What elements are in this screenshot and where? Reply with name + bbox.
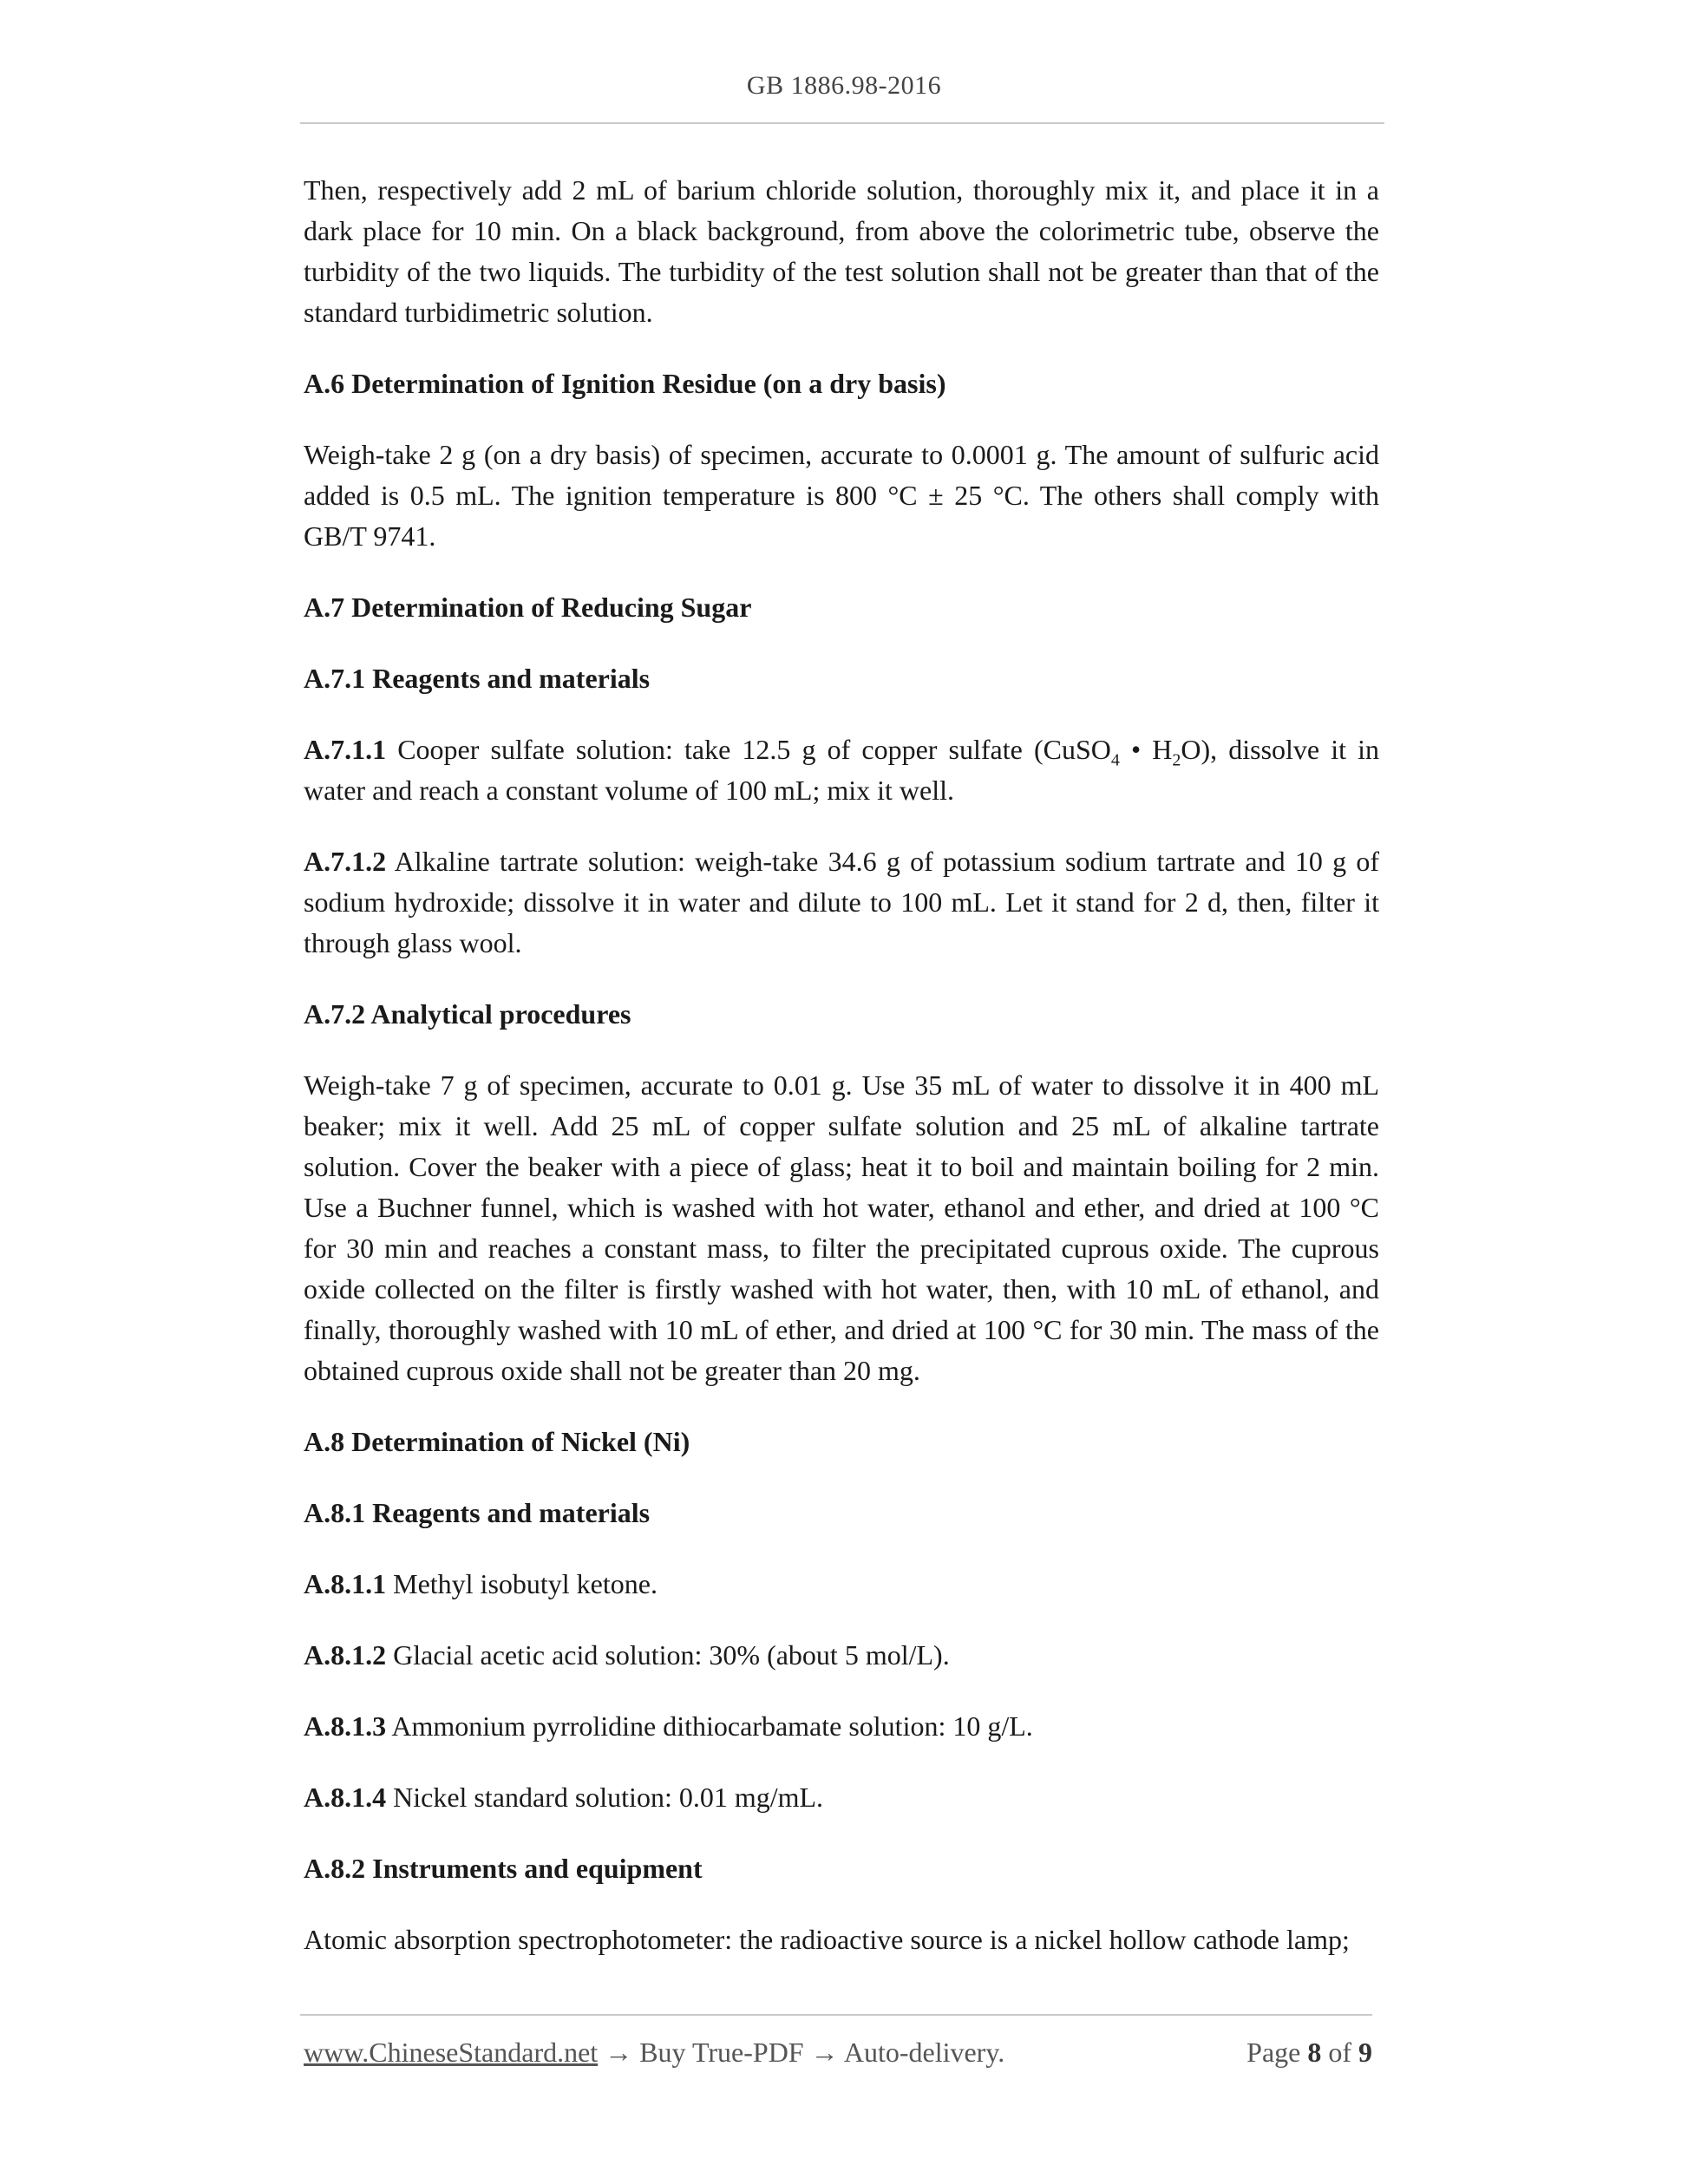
page-current: 8 [1307, 2037, 1322, 2068]
section-heading-a81: A.8.1 Reagents and materials [304, 1497, 651, 1528]
footer-promo-text: → Buy True-PDF → Auto-delivery. [598, 2037, 1005, 2068]
page-header-standard-code: GB 1886.98-2016 [746, 71, 942, 100]
clause-a814 [304, 1777, 1379, 1818]
subscript: 4 [1110, 750, 1120, 770]
clause-text: • H [1119, 734, 1173, 765]
footer-divider [300, 2014, 1372, 2016]
section-heading-a7: A.7 Determination of Reducing Sugar [304, 592, 752, 623]
page-of: of [1321, 2037, 1358, 2068]
clause-number: A.8.1.4 [304, 1782, 387, 1813]
clause-a711 [304, 729, 1379, 811]
clause-text: Glacial acetic acid solution: 30% (about 5 mol/L). [386, 1639, 950, 1671]
clause-text: Cooper sulfate solution: take 12.5 g of copper sulfate (CuSO [386, 734, 1111, 765]
page-total: 9 [1358, 2037, 1372, 2068]
clause-a712 [304, 841, 1379, 964]
clause-number: A.7.1.1 [304, 734, 387, 765]
clause-text: Alkaline tartrate solution: weigh-take 34.6 g of potassium sodium tartrate and 10 g of sodium hydroxide; dissolve it in water and dilute to 100 mL. Let it stand for 2 d, then, filter it through glass wool. [304, 846, 1379, 958]
section-heading-a71: A.7.1 Reagents and materials [304, 663, 651, 694]
paragraph-a72: Weigh-take 7 g of specimen, accurate to 0.01 g. Use 35 mL of water to dissolve it in 400 mL beaker; mix it well. Add 25 mL of copper sulfate solution and 25 mL of alkaline tartrate solution. Cover the beaker with a piece of glass; heat it to boil and maintain boiling for 2 min. Use a Buchner funnel, which is washed with hot water, ethanol and ether, and dried at 100 °C for 30 min and reaches a constant mass, to filter the precipitated cuprous oxide. The cuprous oxide collected on the filter is firstly washed with hot water, then, with 10 mL of ethanol, and finally, thoroughly washed with 10 mL of ether, and dried at 100 °C for 30 min. The mass of the obtained cuprous oxide shall not be greater than 20 mg. [304, 1069, 1379, 1386]
clause-a813 [304, 1706, 1379, 1747]
page-number [1246, 2037, 1372, 2069]
section-heading-a72: A.7.2 Analytical procedures [304, 998, 631, 1030]
clause-text: Ammonium pyrrolidine dithiocarbamate solution: 10 g/L. [386, 1710, 1033, 1742]
clause-number: A.8.1.2 [304, 1639, 387, 1671]
footer-promo [304, 2037, 1004, 2069]
clause-a811 [304, 1564, 1379, 1605]
page-label: Page [1246, 2037, 1308, 2068]
clause-text: O), dissolve it in water and reach a constant volume of 100 mL; mix it well. [304, 734, 1380, 806]
paragraph-a82: Atomic absorption spectrophotometer: the radioactive source is a nickel hollow cathode lamp; [304, 1924, 1350, 1955]
clause-text: Methyl isobutyl ketone. [386, 1568, 658, 1599]
clause-number: A.7.1.2 [304, 846, 387, 877]
subscript: 2 [1172, 750, 1181, 770]
paragraph-continuation: Then, respectively add 2 mL of barium chloride solution, thoroughly mix it, and place it in a dark place for 10 min. On a black background, from above the colorimetric tube, observe the turbidity of the two liquids. The turbidity of the test solution shall not be greater than that of the standard turbidimetric solution. [304, 174, 1379, 328]
website-link[interactable]: www.ChineseStandard.net [304, 2037, 599, 2068]
paragraph-a6: Weigh-take 2 g (on a dry basis) of specimen, accurate to 0.0001 g. The amount of sulfuric acid added is 0.5 mL. The ignition temperature is 800 °C ± 25 °C. The others shall comply with GB/T 9741. [304, 439, 1379, 552]
clause-text: Nickel standard solution: 0.01 mg/mL. [386, 1782, 824, 1813]
header-divider [300, 122, 1384, 124]
clause-number: A.8.1.3 [304, 1710, 387, 1742]
clause-number: A.8.1.1 [304, 1568, 387, 1599]
section-heading-a6: A.6 Determination of Ignition Residue (on a dry basis) [304, 368, 946, 399]
clause-a812 [304, 1635, 1379, 1676]
section-heading-a8: A.8 Determination of Nickel (Ni) [304, 1426, 690, 1457]
page-footer [304, 2037, 1372, 2069]
section-heading-a82: A.8.2 Instruments and equipment [304, 1853, 703, 1884]
document-body [304, 170, 1379, 1991]
